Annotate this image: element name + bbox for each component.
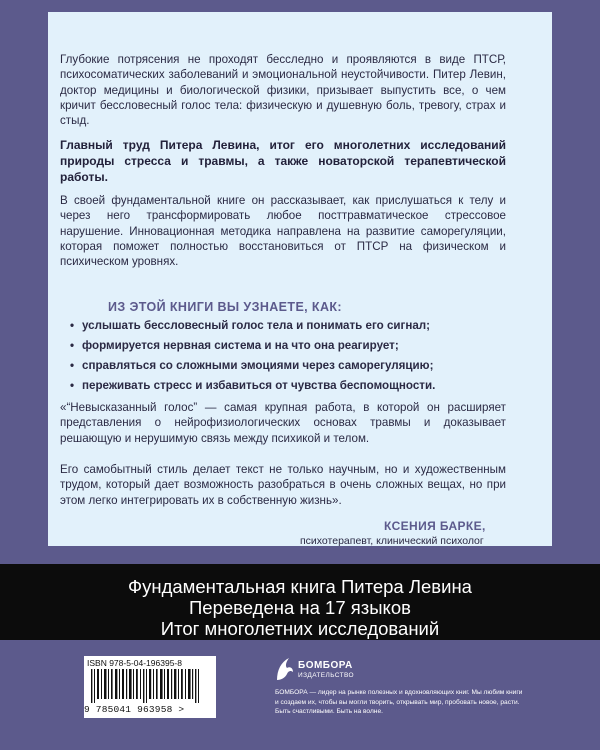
list-item [60, 318, 510, 333]
bullet-icon: • [70, 339, 75, 352]
barcode-icon [87, 669, 213, 703]
highlight-paragraph: Главный труд Питера Левина, итог его многолетних исследований природы стресса и травмы, а также новаторской терапевтической работы. [60, 138, 506, 184]
bullet-icon: • [70, 359, 75, 372]
isbn-label: ISBN 978-5-04-196395-8 [87, 658, 182, 668]
bullet-icon: • [70, 379, 75, 392]
bombora-wave-icon [275, 656, 295, 682]
publisher-logo-sub: ИЗДАТЕЛЬСТВО [298, 672, 354, 679]
list-item [60, 338, 510, 353]
list-item-text: справляться со сложными эмоциями через саморегуляцию; [82, 359, 434, 372]
barcode-number: 9 785041 963958 > [84, 704, 185, 715]
list-item-text: услышать бессловесный голос тела и понимать его сигнал; [82, 319, 431, 332]
promo-line-2: Переведена на 17 языков [189, 597, 411, 618]
list-item [60, 358, 510, 373]
promo-line-1: Фундаментальная книга Питера Левина [128, 576, 472, 597]
promo-line-3: Итог многолетних исследований [160, 618, 440, 639]
quote-author-role: психотерапевт, клинический психолог [300, 535, 484, 547]
list-item-text: переживать стресс и избавиться от чувства беспомощности. [82, 379, 436, 392]
quote-paragraph-1: «“Невысказанный голос” — самая крупная работа, в которой он расширяет представления о нейрофизиологических основах травмы и доказывает решающую и нерушимую связь между психикой и телом. [60, 401, 506, 445]
quote-author-name: КСЕНИЯ БАРКЕ, [384, 519, 486, 533]
learn-list [60, 318, 510, 398]
intro-paragraph: Глубокие потрясения не проходят бесследно и проявляются в виде ПТСР, психосоматических заболеваний и эмоциональной неустойчивости. Питер Левин, доктор медицины и биологической физики, призывает выпустить все, о чем кричит бессловесный голос тела: физическую и душевную боль, тревогу, страх и стыд. [60, 53, 506, 128]
bullet-icon: • [70, 319, 75, 332]
publisher-logo-name: БОМБОРА [298, 660, 353, 671]
learn-heading: ИЗ ЭТОЙ КНИГИ ВЫ УЗНАЕТЕ, КАК: [108, 300, 342, 314]
list-item-text: формируется нервная система и на что она реагирует; [82, 339, 399, 352]
description-paragraph: В своей фундаментальной книге он рассказывает, как прислушаться к телу и через него трансформировать любое посттравматическое стрессовое нарушение. Инновационная методика направлена на развитие саморегуляции, которая поможет полностью восстановиться от ПТСР на физическом и психическом уровнях. [60, 194, 506, 269]
list-item [60, 378, 510, 393]
quote-paragraph-2: Его самобытный стиль делает текст не только научным, но и художественным трудом, который дает возможность разобраться в очень сложных вещах, но при этом легко интегрировать их в собственную жизнь». [60, 463, 506, 507]
publisher-slogan: БОМБОРА — лидер на рынке полезных и вдохновляющих книг. Мы любим книги и создаем их, чтобы вы могли творить, открывать мир, пробовать новое, расти. Быть счастливыми. Быть на волне. [275, 689, 523, 715]
